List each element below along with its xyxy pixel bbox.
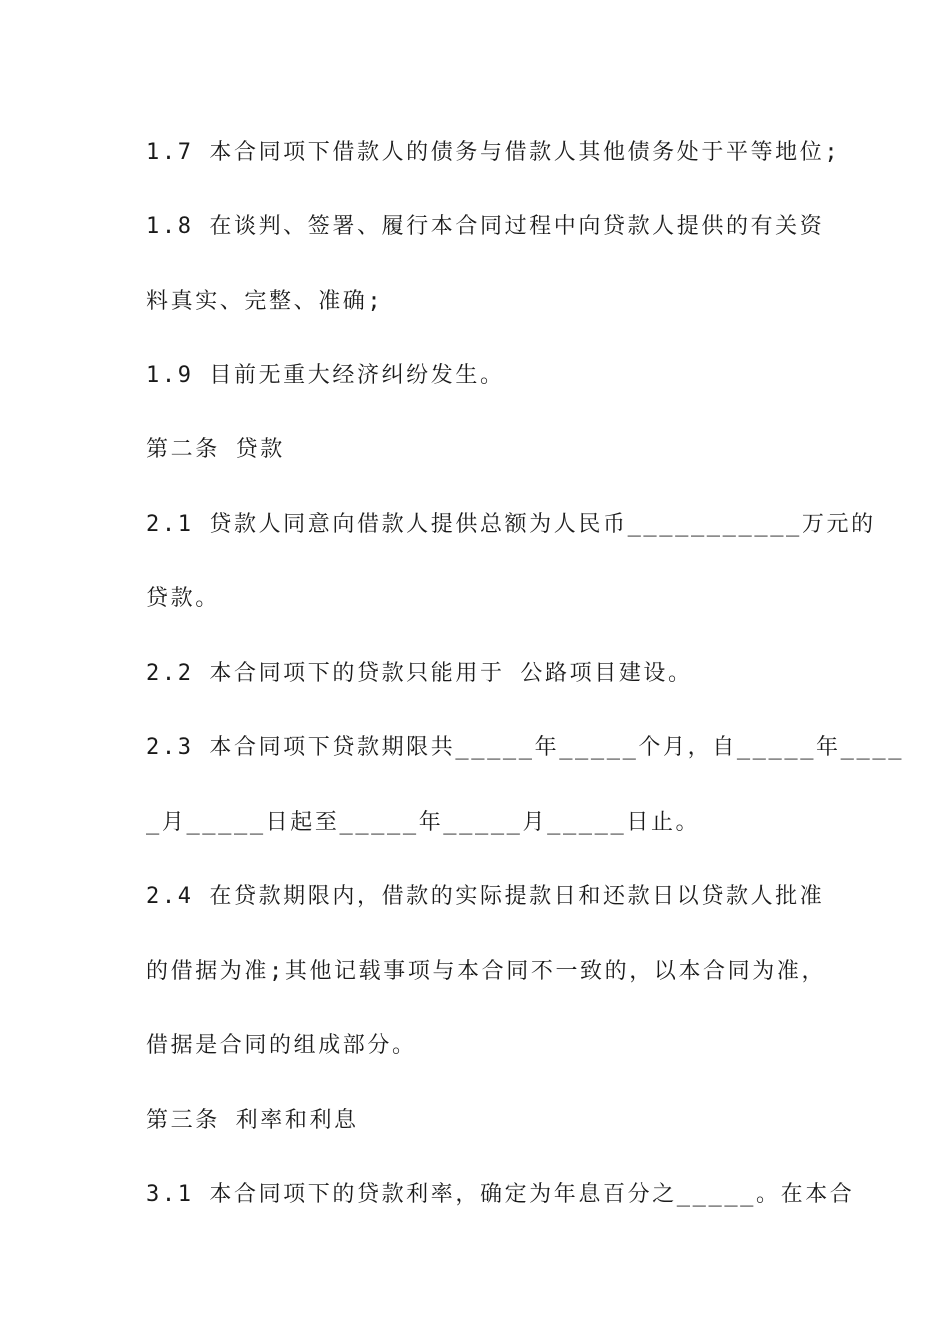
- clause-3-1: 3.1 本合同项下的贷款利率，确定为年息百分之_____。在本合: [146, 1182, 855, 1207]
- clause-2-4-continued: 的借据为准;其他记载事项与本合同不一致的，以本合同为准，: [146, 959, 827, 984]
- clause-2-4-end: 借据是合同的组成部分。: [146, 1033, 417, 1058]
- clause-2-1: 2.1 贷款人同意向借款人提供总额为人民币___________万元的: [146, 512, 876, 537]
- article-3-heading: 第三条 利率和利息: [146, 1108, 359, 1133]
- clause-1-8: 1.8 在谈判、签署、履行本合同过程中向贷款人提供的有关资: [146, 214, 825, 239]
- clause-1-7: 1.7 本合同项下借款人的债务与借款人其他债务处于平等地位;: [146, 140, 841, 165]
- article-2-heading: 第二条 贷款: [146, 437, 285, 462]
- clause-2-3-continued: _月_____日起至_____年_____月_____日止。: [146, 810, 701, 835]
- clause-2-3: 2.3 本合同项下贷款期限共_____年_____个月，自_____年____: [146, 735, 905, 760]
- clause-2-2: 2.2 本合同项下的贷款只能用于 公路项目建设。: [146, 661, 693, 686]
- clause-2-1-continued: 贷款。: [146, 586, 220, 611]
- clause-1-8-continued: 料真实、完整、准确;: [146, 289, 384, 314]
- clause-2-4: 2.4 在贷款期限内，借款的实际提款日和还款日以贷款人批准: [146, 884, 825, 909]
- clause-1-9: 1.9 目前无重大经济纠纷发生。: [146, 363, 505, 388]
